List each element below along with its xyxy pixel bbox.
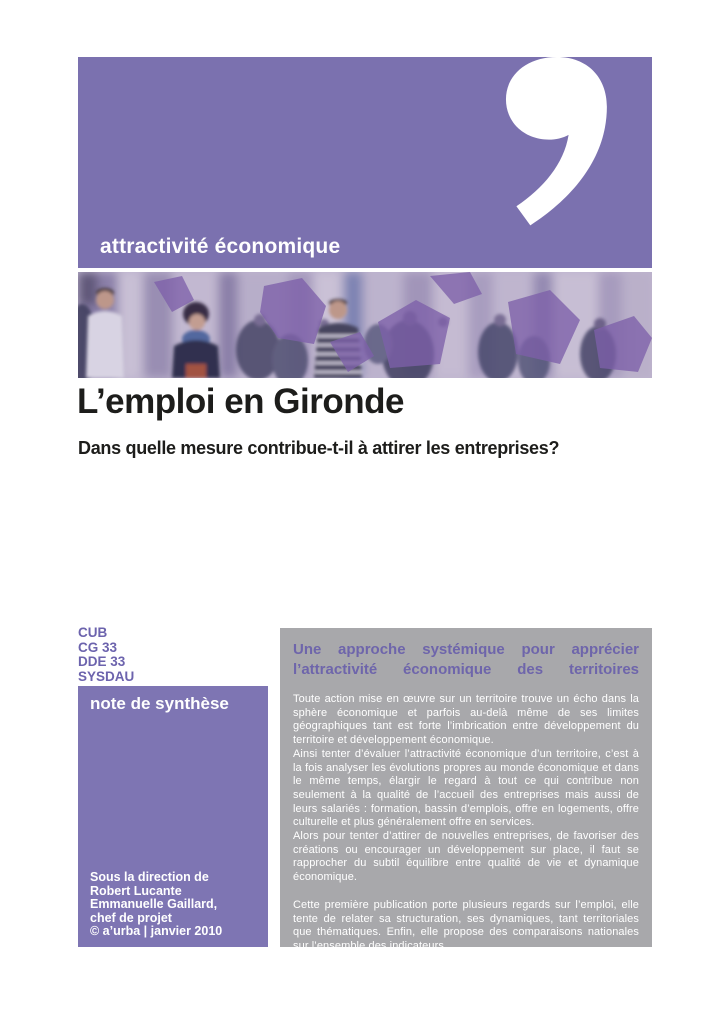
credits-block [90,871,222,939]
abstract-paragraph: Cette première publication porte plusieurs regards sur l’emploi, elle tente de relater sa structuration, ses dynamiques, tant territoriales que thématiques. Enfin, elle propose des comparaisons nationales sur l’ensemble des indicateurs. [293,898,639,952]
partner-item: SYSDAU [78,668,135,684]
abstract-heading-line: l’attractivité économique des territoires [293,661,639,678]
credits-line: chef de projet [90,910,172,925]
document-subtitle: Dans quelle mesure contribue-t-il à attirer les entreprises? [78,438,560,458]
partner-item: CG 33 [78,639,118,655]
abstract-box [280,628,652,952]
credits-line: Sous la direction de [90,870,209,885]
crowd-photo-banner [78,272,652,378]
category-label: attractivité économique [100,235,341,258]
credits-line: © a’urba | janvier 2010 [90,924,223,939]
series-box [78,686,268,947]
partner-item: CUB [78,625,108,640]
abstract-paragraph: Ainsi tenter d’évaluer l’attractivité économique d’un territoire, c’est à la fois analyser les évolutions propres au monde économique et dans le même temps, élargir le regard à tout ce qui contribue non seulement à la qualité de l’accueil des entreprises mais aussi de leurs salariés : formation, bassin d’emplois, offre en logements, offre culturelle et plus généralement offre en services. [293,747,639,829]
partner-item: DDE 33 [78,654,126,669]
abstract-paragraph: Toute action mise en œuvre sur un territoire trouve un écho dans la sphère économique et parfois au-delà même de ses limites géographiques tant est forte l’imbrication entre développement du territoire et développement économique. [293,693,639,747]
document-title: L’emploi en Gironde [77,382,404,421]
abstract-paragraph: Alors pour tenter d’attirer de nouvelles entreprises, de favoriser des créations ou encourager un développement sur place, il faut se rapprocher du subtil équilibre entre qualité de vie et dynamique économique. [293,830,639,884]
series-label: note de synthèse [90,694,229,713]
partner-list [78,626,134,684]
crowd-photo-art [78,272,652,378]
credits-line: Emmanuelle Gaillard, [90,897,218,912]
header-block [78,57,652,268]
credits-line: Robert Lucante [90,883,182,898]
abstract-heading-line: Une approche systémique pour apprécier [293,641,639,658]
abstract-body [293,693,639,954]
abstract-heading [293,640,639,680]
apostrophe-logo-icon [499,57,615,237]
